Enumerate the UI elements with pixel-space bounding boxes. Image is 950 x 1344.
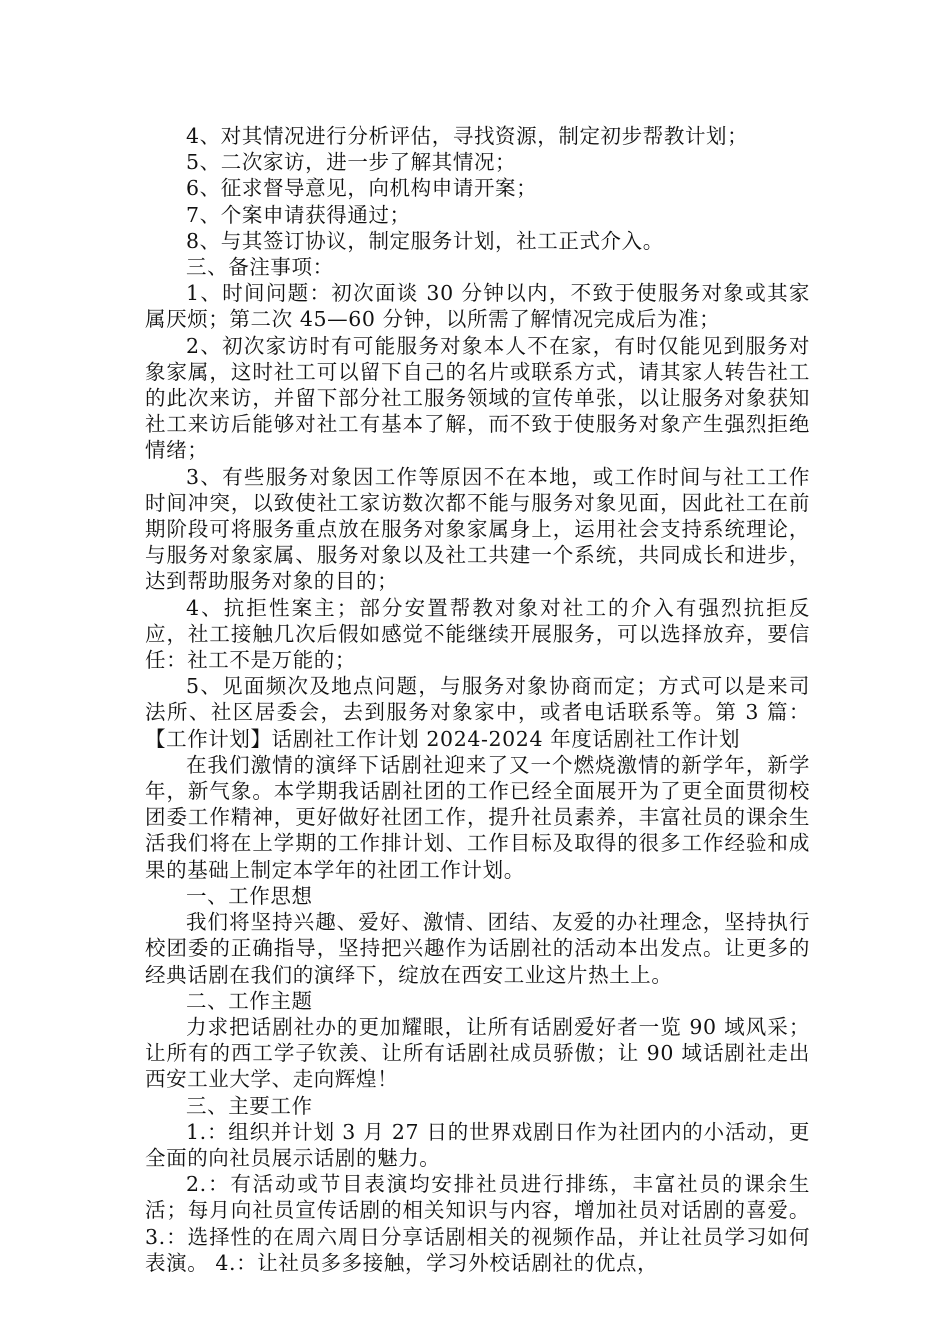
paragraph-note-1: 1、时间问题：初次面谈 30 分钟以内，不致于使服务对象或其家属厌烦；第二次 45—60 分钟，以所需了解情况完成后为准； <box>145 281 810 332</box>
section-heading-thought: 一、工作思想 <box>186 883 313 908</box>
paragraph-step-7: 7、个案申请获得通过； <box>186 202 411 227</box>
paragraph-step-4: 4、对其情况进行分析评估，寻找资源，制定初步帮教计划； <box>186 124 749 148</box>
paragraph-step-5: 5、二次家访，进一步了解其情况； <box>186 150 517 175</box>
paragraph-step-6: 6、征求督导意见，向机构申请开案； <box>186 176 538 201</box>
paragraph-note-2: 2、初次家访时有可能服务对象本人不在家，有时仅能见到服务对象家属，这时社工可以留下自己的名片或联系方式，请其家人转告社工的此次来访，并留下部分社工服务领域的宣传单张，以让服务对象获知社工来访后能够对社工有基本了解，而不致于使服务对象产生强烈拒绝情绪； <box>145 333 810 463</box>
paragraph-thought: 我们将坚持兴趣、爱好、激情、团结、友爱的办社理念，坚持执行校团委的正确指导，坚持把兴趣作为话剧社的活动本出发点。让更多的经典话剧在我们的演绎下，绽放在西安工业这片热土上。 <box>145 910 810 987</box>
paragraph-note-4: 4、抗拒性案主；部分安置帮教对象对社工的介入有强烈抗拒反应，社工接触几次后假如感觉不能继续开展服务，可以选择放弃，要信任：社工不是万能的； <box>145 595 810 673</box>
paragraph-theme: 力求把话剧社办的更加耀眼，让所有话剧爱好者一览 90 域风采；让所有的西工学子钦羡、让所有话剧社成员骄傲；让 90 域话剧社走出西安工业大学、走向辉煌！ <box>145 1014 810 1092</box>
paragraph-note-5: 5、见面频次及地点问题，与服务对象协商而定；方式可以是来司法所、社区居委会，去到服务对象家中，或者电话联系等。第 3 篇：【工作计划】话剧社工作计划 2024-2024 年度话剧社工作计划 <box>145 674 810 751</box>
paragraph-note-3: 3、有些服务对象因工作等原因不在本地，或工作时间与社工工作时间冲突，以致使社工家访数次都不能与服务对象见面，因此社工在前期阶段可将服务重点放在服务对象家属身上，运用社会支持系统理论，与服务对象家属、服务对象以及社工共建一个系统，共同成长和进步，达到帮助服务对象的目的； <box>145 464 810 594</box>
paragraph-step-8: 8、与其签订协议，制定服务计划，社工正式介入。 <box>186 228 664 253</box>
paragraph-intro: 在我们激情的演绎下话剧社迎来了又一个燃烧激情的新学年，新学年，新气象。本学期我话剧社团的工作已经全面展开为了更全面贯彻校团委工作精神，更好做好社团工作，提升社员素养，丰富社员的课余生活我们将在上学期的工作排计划、工作目标及取得的很多工作经验和成果的基础上制定本学年的社团工作计划。 <box>145 752 810 882</box>
section-heading-main-work: 三、主要工作 <box>186 1093 313 1118</box>
document-body <box>145 123 810 1276</box>
section-heading-notes: 三、备注事项： <box>186 255 334 280</box>
paragraph-work-2: 2.：有活动或节目表演均安排社员进行排练，丰富社员的课余生活；每月向社员宣传话剧的相关知识与内容，增加社员对话剧的喜爱。 3.：选择性的在周六周日分享话剧相关的视频作品，并让社员学习如何表演。 4.：让社员多多接触，学习外校话剧社的优点， <box>145 1172 810 1275</box>
section-heading-theme: 二、工作主题 <box>186 988 313 1013</box>
paragraph-work-1: 1.：组织并计划 3 月 27 日的世界戏剧日作为社团内的小活动，更全面的向社员展示话剧的魅力。 <box>145 1119 810 1170</box>
